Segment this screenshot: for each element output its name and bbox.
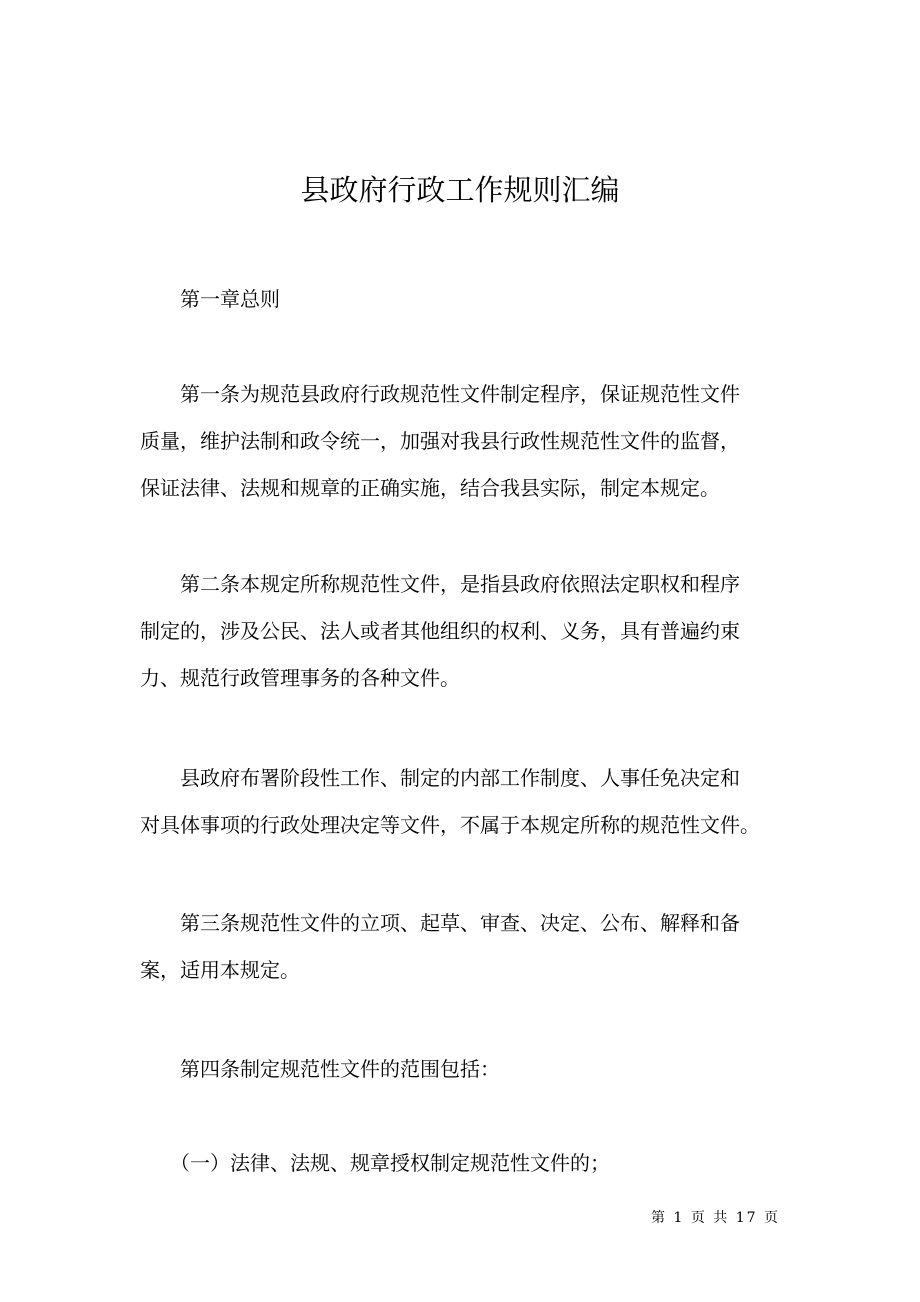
paragraph-line: 第一章总则 [180, 287, 280, 311]
item-1-paragraph [140, 1140, 790, 1187]
paragraph-line: 力、规范行政管理事务的各种文件。 [140, 666, 460, 690]
paragraph-line: 第三条规范性文件的立项、起草、审查、决定、公布、解释和备 [180, 911, 740, 935]
article-1-paragraph [140, 371, 790, 512]
page-number-footer: 第 1 页 共 17 页 [651, 1210, 780, 1226]
paragraph-line: 保证法律、法规和规章的正确实施，结合我县实际，制定本规定。 [140, 476, 720, 500]
paragraph-line: 对具体事项的行政处理决定等文件，不属于本规定所称的规范性文件。 [140, 813, 760, 837]
paragraph-line: 第二条本规定所称规范性文件，是指县政府依照法定职权和程序 [180, 572, 740, 596]
paragraph-line: 质量，维护法制和政令统一，加强对我县行政性规范性文件的监督， [140, 429, 740, 453]
paragraph-line: 县政府布署阶段性工作、制定的内部工作制度、人事任免决定和 [180, 766, 740, 790]
article-4-paragraph [140, 1046, 790, 1093]
paragraph-line: 第一条为规范县政府行政规范性文件制定程序，保证规范性文件 [180, 382, 740, 406]
article-3-paragraph [140, 900, 790, 994]
article-2-paragraph [140, 561, 790, 702]
paragraph-line: 案，适用本规定。 [140, 958, 300, 982]
exclusion-paragraph [140, 755, 790, 849]
chapter-heading [140, 276, 790, 323]
paragraph-line: （一）法律、法规、规章授权制定规范性文件的； [170, 1151, 610, 1175]
paragraph-line: 制定的，涉及公民、法人或者其他组织的权利、义务，具有普遍约束 [140, 619, 740, 643]
paragraph-line: 第四条制定规范性文件的范围包括： [180, 1057, 500, 1081]
document-title: 县政府行政工作规则汇编 [300, 173, 620, 207]
